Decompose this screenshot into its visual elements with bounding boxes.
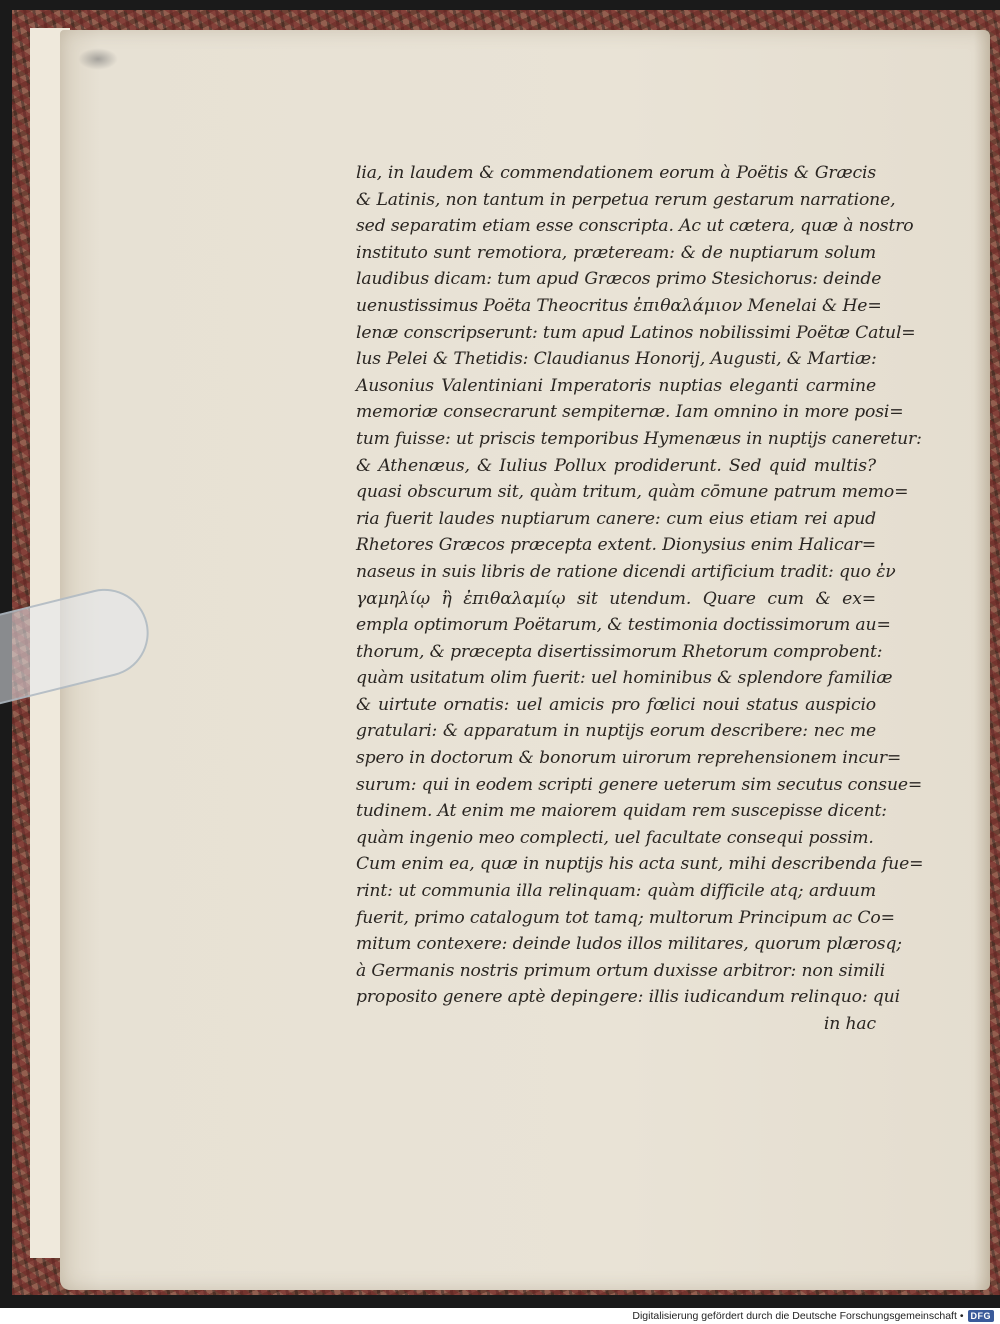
text-line: Ausonius Valentiniani Imperatoris nuptias eleganti carmine xyxy=(356,375,876,396)
funding-credit: Digitalisierung gefördert durch die Deutsche Forschungsgemeinschaft • xyxy=(632,1310,964,1322)
text-line: gratulari: & apparatum in nuptijs eorum describere: nec me xyxy=(356,721,876,742)
page-smudge xyxy=(78,48,118,70)
text-line: empla optimorum Poëtarum, & testimonia doctissimorum au= xyxy=(356,615,891,636)
text-line: instituto sunt remotiora, præteream: & de nuptiarum solum xyxy=(356,242,876,263)
text-line: lia, in laudem & commendationem eorum à Poëtis & Græcis xyxy=(356,163,876,183)
text-line: laudibus dicam: tum apud Græcos primo Stesichorus: deinde xyxy=(356,269,882,290)
text-line: & uirtute ornatis: uel amicis pro fœlici noui status auspicio xyxy=(356,694,876,715)
text-line: surum: qui in eodem scripti genere ueterum sim secutus consue= xyxy=(356,774,923,795)
text-line: thorum, & præcepta disertissimorum Rhetorum comprobent: xyxy=(356,641,883,662)
text-line: Cum enim ea, quæ in nuptijs his acta sunt, mihi describenda fue= xyxy=(356,854,924,875)
text-line: tum fuisse: ut priscis temporibus Hymenæus in nuptijs caneretur: xyxy=(356,428,922,449)
text-line: lenæ conscripserunt: tum apud Latinos nobilissimi Poëtæ Catul= xyxy=(356,322,916,343)
text-line: sed separatim etiam esse conscripta. Ac ut cætera, quæ à nostro xyxy=(356,216,914,237)
text-line: lus Pelei & Thetidis: Claudianus Honorij, Augusti, & Martiæ: xyxy=(356,349,877,370)
text-line: rint: ut communia illa relinquam: quàm difficile atq; arduum xyxy=(356,881,876,902)
page-edge-shadow xyxy=(974,30,990,1290)
text-line: uenustissimus Poëta Theocritus ἐπιθαλάμιον Menelai & He= xyxy=(356,295,882,316)
text-line: quàm ingenio meo complecti, uel facultate consequi possim. xyxy=(356,827,874,848)
catchword: in hac xyxy=(823,1014,876,1034)
text-line: proposito genere aptè depingere: illis iudicandum relinquo: qui xyxy=(356,987,900,1008)
text-line: naseus in suis libris de ratione dicendi artificium tradit: quo ἐν xyxy=(356,561,896,582)
text-line: quasi obscurum sit, quàm tritum, quàm cōmune patrum memo= xyxy=(356,482,909,503)
text-line: Rhetores Græcos præcepta extent. Dionysius enim Halicar= xyxy=(356,535,876,556)
text-line: tudinem. At enim me maiorem quidam rem suscepisse dicent: xyxy=(356,801,887,822)
text-line: ria fuerit laudes nuptiarum canere: cum eius etiam rei apud xyxy=(356,508,876,529)
text-line: memoriæ consecrarunt sempiternæ. Iam omnino in more posi= xyxy=(356,402,904,423)
text-line: γαμηλίῳ ἢ ἐπιθαλαμίῳ sit utendum. Quare cum & ex= xyxy=(356,588,876,609)
text-line: & Latinis, non tantum in perpetua rerum gestarum narratione, xyxy=(356,189,896,210)
text-line: quàm usitatum olim fuerit: uel hominibus & splendore familiæ xyxy=(356,668,893,689)
body-text xyxy=(356,160,924,1038)
text-line: à Germanis nostris primum ortum duxisse arbitror: non simili xyxy=(356,960,886,981)
text-line: & Athenæus, & Iulius Pollux prodiderunt. Sed quid multis? xyxy=(356,455,876,476)
dfg-logo: DFG xyxy=(968,1310,995,1322)
text-line: mitum contexere: deinde ludos illos militares, quorum plærosq; xyxy=(356,934,902,955)
text-line: spero in doctorum & bonorum uirorum reprehensionem incur= xyxy=(356,748,902,769)
footer-bar xyxy=(0,1308,1000,1324)
book-page xyxy=(60,30,990,1290)
text-line: fuerit, primo catalogum tot tamq; multorum Principum ac Co= xyxy=(356,907,895,928)
